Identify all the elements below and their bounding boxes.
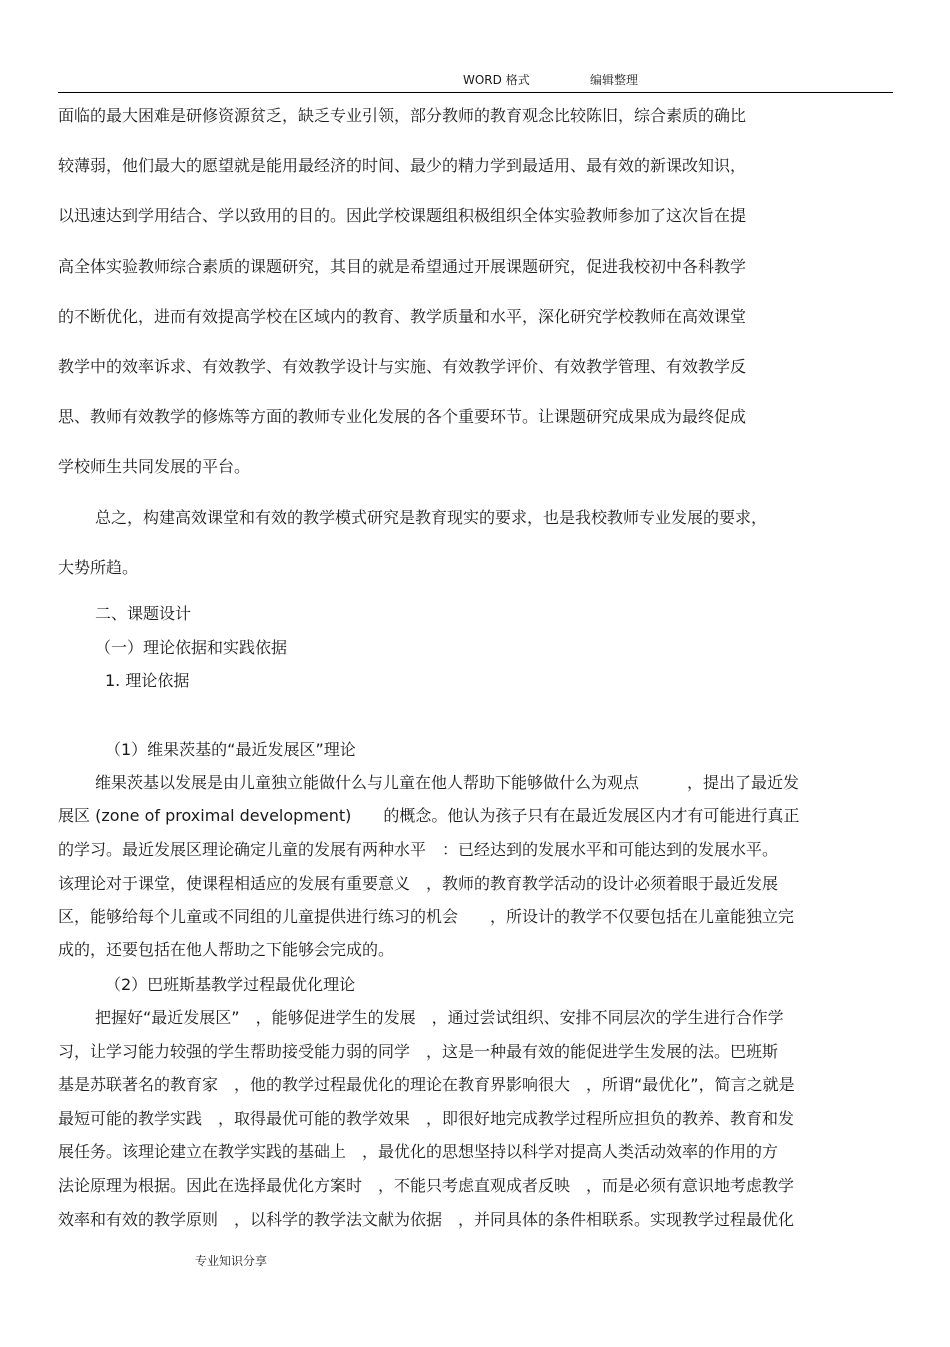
text-line: 成的，还要包括在他人帮助之下能够会完成的。: [58, 940, 395, 959]
text-line: 学校师生共同发展的平台。: [58, 457, 251, 476]
text-line: 最短可能的教学实践 ，取得最优可能的教学效果 ，即很好地完成教学过程所应担负的教养、教育和发: [58, 1109, 795, 1128]
page-footer: 专业知识分享: [195, 1254, 268, 1268]
text-line: 该理论对于课堂，使课程相适应的发展有重要意义 ，教师的教育教学活动的设计必须着眼于最近发展: [58, 874, 779, 893]
text-line: 的学习。最近发展区理论确定儿童的发展有两种水平 ：已经达到的发展水平和可能达到的发展水平。: [58, 840, 779, 859]
text-line: 思、教师有效教学的修炼等方面的教师专业化发展的各个重要环节。让课题研究成果成为最终促成: [58, 407, 747, 426]
text-line: 法论原理为根据。因此在选择最优化方案时 ，不能只考虑直观成者反映 ，而是必须有意识地考虑教学: [58, 1176, 795, 1195]
text-line: 总之，构建高效课堂和有效的教学模式研究是教育现实的要求，也是我校教师专业发展的要求，: [95, 508, 768, 527]
text-line: 高全体实验教师综合素质的课题研究，其目的就是希望通过开展课题研究，促进我校初中各科教学: [58, 257, 747, 276]
text-line: 区，能够给每个儿童或不同组的儿童提供进行练习的机会 ，所设计的教学不仅要包括在儿童能独立完: [58, 907, 795, 926]
text-line: 习，让学习能力较强的学生帮助接受能力弱的同学 ，这是一种最有效的能促进学生发展的法。巴班斯: [58, 1042, 779, 1061]
text-line: 教学中的效率诉求、有效教学、有效教学设计与实施、有效教学评价、有效教学管理、有效教学反: [58, 357, 747, 376]
subsection-heading: 1. 理论依据: [105, 671, 190, 690]
section-heading: 二、课题设计: [95, 604, 192, 623]
subsection-heading: （一）理论依据和实践依据: [95, 638, 288, 657]
text-line: 展任务。该理论建立在教学实践的基础上 ，最优化的思想坚持以科学对提高人类活动效率的作用的方: [58, 1142, 779, 1161]
page-header: [58, 68, 893, 93]
header-format-label: WORD 格式: [463, 73, 530, 87]
text-line: 效率和有效的教学原则 ，以科学的教学法文献为依据 ，并同具体的条件相联系。实现教学过程最优化: [58, 1210, 795, 1229]
text-line: 以迅速达到学用结合、学以致用的目的。因此学校课题组积极组织全体实验教师参加了这次旨在提: [58, 206, 747, 225]
text-line: 把握好“最近发展区” ，能够促进学生的发展 ，通过尝试组织、安排不同层次的学生进行合作学: [95, 1008, 784, 1027]
text-line: 的不断优化，进而有效提高学校在区域内的教育、教学质量和水平，深化研究学校教师在高效课堂: [58, 307, 747, 326]
text-line: 基是苏联著名的教育家 ，他的教学过程最优化的理论在教育界影响很大 ，所谓“最优化”，简言之就是: [58, 1075, 795, 1094]
header-edit-label: 编辑整理: [590, 73, 639, 87]
text-line: 面临的最大困难是研修资源贫乏，缺乏专业引领，部分教师的教育观念比较陈旧，综合素质的确比: [58, 106, 747, 125]
theory-heading: （1）维果茨基的“最近发展区”理论: [105, 740, 356, 759]
text-line: 大势所趋。: [58, 558, 139, 577]
text-line: 展区 (zone of proximal development) 的概念。他认为孩子只有在最近发展区内才有可能进行真正: [58, 806, 800, 825]
text-line: 维果茨基以发展是由儿童独立能做什么与儿童在他人帮助下能够做什么为观点 ，提出了最近发: [95, 773, 800, 792]
text-line: 较薄弱，他们最大的愿望就是能用最经济的时间、最少的精力学到最适用、最有效的新课改知识，: [58, 156, 747, 175]
theory-heading: （2）巴班斯基教学过程最优化理论: [105, 975, 356, 994]
